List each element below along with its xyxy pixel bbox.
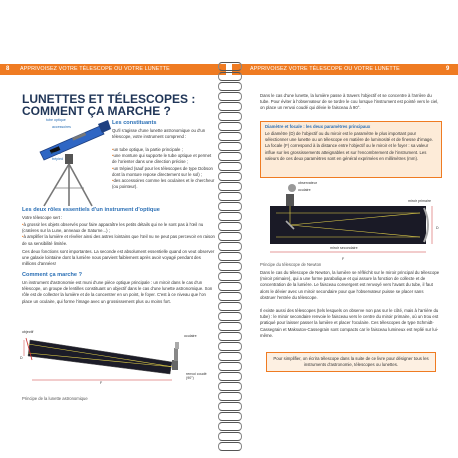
constituents-intro: Qu'il s'agisse d'une lunette astronomique ou d'un télescope, votre instrument comprend : (112, 128, 206, 140)
binding-ring (218, 372, 242, 381)
page-number: 9 (446, 66, 450, 72)
header-title: APPRIVOISEZ VOTRE TÉLESCOPE OU VOTRE LUNETTE (20, 66, 170, 72)
list-item: • un tube optique, la partie principale ; (112, 147, 216, 153)
binding-ring (218, 62, 242, 71)
binding-ring (218, 322, 242, 331)
note-box (266, 352, 436, 372)
binding-ring (218, 242, 242, 251)
binding-ring (218, 112, 242, 121)
right-page (232, 0, 458, 458)
binding-ring (218, 82, 242, 91)
binding-ring (218, 362, 242, 371)
binding-ring (218, 332, 242, 341)
page-number: 8 (6, 66, 10, 72)
binding-ring (218, 122, 242, 131)
how-paragraph: Un instrument d'astronomie est muni d'une pièce optique principale : un miroir dans le cas d'un télescope, un groupe de lentilles constituant un objectif dans le cas d'une lunette astronomique. Son rôle est de collecter la lumière et de la concentrer en un point, le foyer. C'est à ce niveau que l'on place un oculaire, qui forme l'image avec un grossissement plus ou moins fort. (22, 280, 213, 304)
label-observateur: observateur (298, 181, 317, 185)
binding-ring (218, 152, 242, 161)
header-title: APPRIVOISEZ VOTRE TÉLESCOPE OU VOTRE LUNETTE (250, 66, 400, 72)
label-d: D (436, 226, 439, 230)
binding-ring (218, 212, 242, 221)
binding-ring (218, 142, 242, 151)
page-title-line1: LUNETTES ET TÉLESCOPES : (22, 92, 196, 106)
box-heading: Diamètre et focale : les deux paramètres principaux (265, 124, 371, 129)
binding-ring (218, 252, 242, 261)
binding-ring (218, 202, 242, 211)
right-header-band (232, 64, 458, 75)
label-miroir-secondaire: miroir secondaire (330, 246, 358, 250)
list-item: • à grossir les objets observés pour faire apparaître les petits détails qui ne le sont pas à l'œil nu (cratères sur la Lune, anneaux de Saturne...) ; (22, 222, 216, 234)
note-text: Pour simplifier, on écrira télescope dans la suite de ce livre pour désigner tous les instruments d'astronomie, télescopes ou lunettes. (273, 356, 429, 368)
binding-ring (218, 442, 242, 451)
telescope-tripod (44, 164, 92, 206)
left-page (0, 0, 226, 458)
binding-ring (218, 422, 242, 431)
label-tube-optique: tube optique (46, 118, 66, 122)
label-miroir-primaire: miroir primaire (408, 199, 431, 203)
left-header-band (0, 64, 226, 75)
figure-caption: Principe de la lunette astronomique (22, 396, 88, 401)
binding-ring (218, 172, 242, 181)
binding-ring (218, 312, 242, 321)
constituents-heading: Les constituants (112, 120, 157, 126)
page-title-line2: COMMENT ÇA MARCHE ? (22, 104, 171, 118)
intro-paragraph: Dans le cas d'une lunette, la lumière passe à travers l'objectif et se concentre à l'arrière du tube. Pour éviter à l'observateur de se tordre le cou lorsque l'instrument est pointé vers le ciel, on place un renvoi coudé qui dévie le faisceau à 90°. (260, 93, 439, 111)
label-accessoires: accessoires (52, 125, 71, 129)
binding-ring (218, 132, 242, 141)
binding-ring (218, 432, 242, 441)
box-paragraph: Le diamètre (D) de l'objectif ou du miroir est le paramètre le plus important pour sélectionner une lunette ou un télescope en matière de luminosité et de finesse d'image. La focale (F) correspond à la distance entre l'objectif ou le miroir et le foyer : sa valeur influe sur les grossissements atteignables et sur l'encombrement de l'instrument. Les valeurs de ces deux paramètres sont en général exprimées en millimètres (mm). (265, 131, 434, 161)
figure-caption: Principe du télescope de Newton (260, 262, 322, 267)
spiral-binding (218, 62, 242, 452)
label-monture: monture (48, 151, 62, 155)
telescope-illustration (20, 116, 112, 208)
binding-ring (218, 72, 242, 81)
binding-ring (218, 352, 242, 361)
label-renvoi: renvoi coudé (90°) (186, 372, 207, 380)
binding-ring (218, 292, 242, 301)
binding-ring (218, 302, 242, 311)
binding-ring (218, 412, 242, 421)
binding-ring (218, 262, 242, 271)
binding-ring (218, 162, 242, 171)
roles-intro: Votre télescope sert : (22, 215, 63, 220)
binding-ring (218, 92, 242, 101)
binding-ring (218, 342, 242, 351)
binding-ring (218, 392, 242, 401)
label-trepied: trépied (52, 157, 63, 161)
binding-ring (218, 192, 242, 201)
label-objectif: objectif (22, 330, 34, 334)
binding-ring (218, 102, 242, 111)
parameters-box (260, 121, 442, 178)
label-f: F (100, 381, 103, 385)
label-d: D (20, 356, 23, 360)
list-item: • une monture qui supporte le tube optique et permet de l'orienter dans une direction précise ; (112, 153, 216, 165)
binding-ring (218, 282, 242, 291)
constituents-list (112, 147, 216, 190)
telescope-mount (65, 154, 73, 164)
binding-ring (218, 272, 242, 281)
binding-ring (218, 402, 242, 411)
label-oculaire: oculaire (184, 334, 197, 338)
roles-paragraph: Ces deux fonctions sont importantes. La seconde est absolument essentielle quand on veut observer une galaxie lointaine dont la lumière nous parvient faiblement après avoir voyagé pendant des millions d'années! (22, 249, 215, 267)
binding-ring (218, 382, 242, 391)
label-oculaire: oculaire (298, 188, 311, 192)
binding-ring (218, 222, 242, 231)
cassegrain-paragraph: Il existe aussi des télescopes (tels lesquels on observe non pas sur le côté, mais à l'arrière du tube) : le miroir secondaire renvoie le faisceau vers le centre du miroir primaire, où un trou est pratiqué pour laisser passer la lumière et placer l'oculaire. Ces télescopes de type Schmidt-Cassegrain et Maksutov-Cassegrain sont compacts car le faisceau lumineux est replié sur lui-même. (260, 308, 439, 338)
list-item: • un trépied (sauf pour les télescopes de type Dobson dont la monture repose directement sur le sol) ; (112, 166, 216, 178)
how-heading: Comment ça marche ? (22, 272, 82, 278)
newton-paragraph: Dans le cas du télescope de Newton, la lumière se réfléchit sur le miroir principal du télescope (miroir primaire), qui a une forme parabolique et qui assure la fonction de collecte et de concentration de la lumière. Le faisceau convergent est renvoyé vers l'avant du tube, il faut alors le dévier avec un miroir secondaire pour que l'observateur puisse se placer sans obstruer l'entrée du télescope. (260, 270, 440, 300)
page-title (22, 93, 212, 117)
binding-ring (218, 232, 242, 241)
list-item: • des accessoires comme les oculaires et le chercheur (ou pointeur). (112, 178, 216, 190)
label-f: F (342, 257, 345, 261)
list-item: • à amplifier la lumière et révéler ainsi des astres lointains que l'œil nu ne peut pas percevoir en raison de sa sensibilité limitée. (22, 234, 216, 246)
roles-heading: Les deux rôles essentiels d'un instrument d'optique (22, 207, 160, 213)
binding-ring (218, 182, 242, 191)
roles-list (22, 222, 216, 247)
